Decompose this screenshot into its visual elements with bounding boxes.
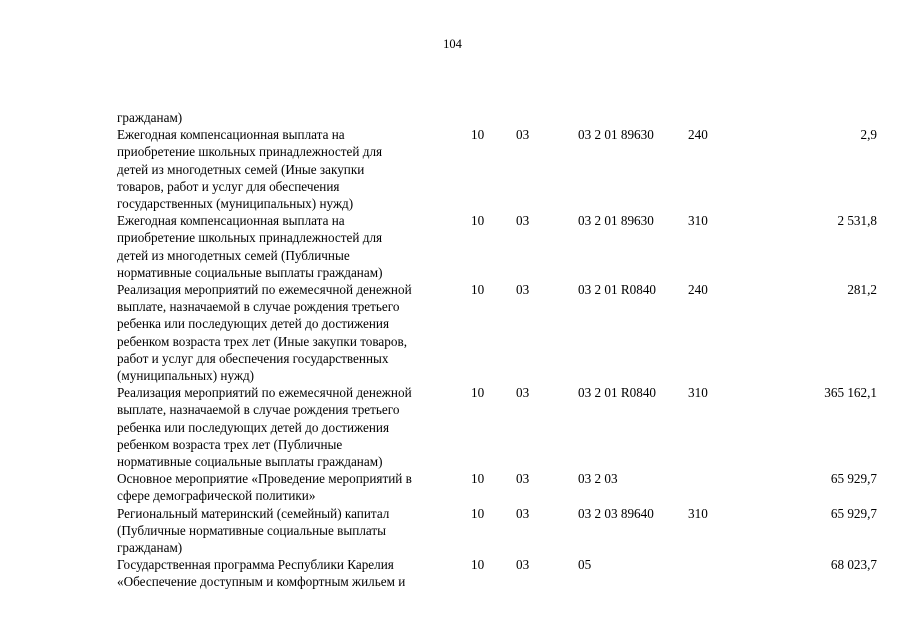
row-expense-type — [688, 556, 765, 590]
row-section: 10 — [471, 282, 485, 298]
row-subsection: 03 — [516, 213, 530, 229]
row-sum: 281,2 — [847, 282, 877, 298]
row-expense-type — [688, 470, 765, 504]
row-section — [471, 109, 516, 126]
row-sum: 68 023,7 — [830, 557, 877, 573]
row-expense-type: 310 — [688, 213, 708, 229]
row-section: 10 — [471, 127, 485, 143]
row-subsection: 03 — [516, 471, 530, 487]
row-section: 10 — [471, 505, 485, 521]
row-name: Ежегодная компенсационная выплата на приобретение школьных принадлежностей для детей из многодетных семей (Публичные нормативные социальные выплаты гражданам) — [117, 213, 383, 280]
budget-table — [117, 109, 877, 591]
row-target-code: 05 — [578, 557, 592, 573]
row-target-code: 03 2 01 R0840 — [578, 282, 657, 298]
row-subsection: 03 — [516, 557, 530, 573]
row-section: 10 — [471, 213, 485, 229]
row-sum: 65 929,7 — [830, 505, 877, 521]
row-target-code — [578, 109, 688, 126]
row-sum: 2,9 — [860, 127, 877, 143]
table-row — [117, 556, 877, 590]
row-sum: 2 531,8 — [837, 213, 877, 229]
table-row — [117, 505, 877, 557]
row-section: 10 — [471, 385, 485, 401]
row-expense-type: 310 — [688, 385, 708, 401]
row-name: гражданам) — [117, 110, 183, 125]
row-expense-type — [688, 109, 765, 126]
row-name: Государственная программа Республики Карелия «Обеспечение доступным и комфортным жильем и — [117, 557, 406, 590]
row-subsection: 03 — [516, 505, 530, 521]
row-section: 10 — [471, 557, 485, 573]
row-subsection: 03 — [516, 282, 530, 298]
table-row — [117, 212, 877, 281]
table-row — [117, 109, 877, 126]
row-name: Ежегодная компенсационная выплата на приобретение школьных принадлежностей для детей из многодетных семей (Иные закупки товаров, работ и услуг для обеспечения государственных (муниципальных) нужд) — [117, 127, 383, 212]
row-expense-type: 240 — [688, 127, 708, 143]
row-name: Реализация мероприятий по ежемесячной денежной выплате, назначаемой в случае рождения третьего ребенка или последующих детей до достижения ребенком возраста трех лет (Публичные нормативные социальные выплаты гражданам) — [117, 385, 412, 470]
table-row — [117, 470, 877, 504]
row-target-code: 03 2 01 R0840 — [578, 385, 657, 401]
page-number: 104 — [443, 37, 462, 51]
row-subsection: 03 — [516, 385, 530, 401]
table-row — [117, 126, 877, 212]
row-sum: 365 162,1 — [824, 385, 877, 401]
row-target-code: 03 2 01 89630 — [578, 127, 654, 143]
row-target-code: 03 2 03 89640 — [578, 505, 654, 521]
row-target-code: 03 2 01 89630 — [578, 213, 654, 229]
row-expense-type: 240 — [688, 282, 708, 298]
row-expense-type: 310 — [688, 505, 708, 521]
row-subsection — [516, 109, 578, 126]
row-name: Реализация мероприятий по ежемесячной денежной выплате, назначаемой в случае рождения третьего ребенка или последующих детей до достижения ребенком возраста трех лет (Иные закупки товаров, работ и услуг для обеспечения государственных (муниципальных) нужд) — [117, 282, 412, 384]
row-sum — [765, 109, 877, 126]
row-section: 10 — [471, 471, 485, 487]
row-name: Основное мероприятие «Проведение мероприятий в сфере демографической политики» — [117, 471, 412, 504]
row-name: Региональный материнский (семейный) капитал (Публичные нормативные социальные выплаты гражданам) — [117, 505, 390, 556]
row-sum: 65 929,7 — [830, 471, 877, 487]
row-subsection: 03 — [516, 127, 530, 143]
table-row — [117, 384, 877, 470]
row-target-code: 03 2 03 — [578, 471, 618, 487]
table-row — [117, 281, 877, 384]
